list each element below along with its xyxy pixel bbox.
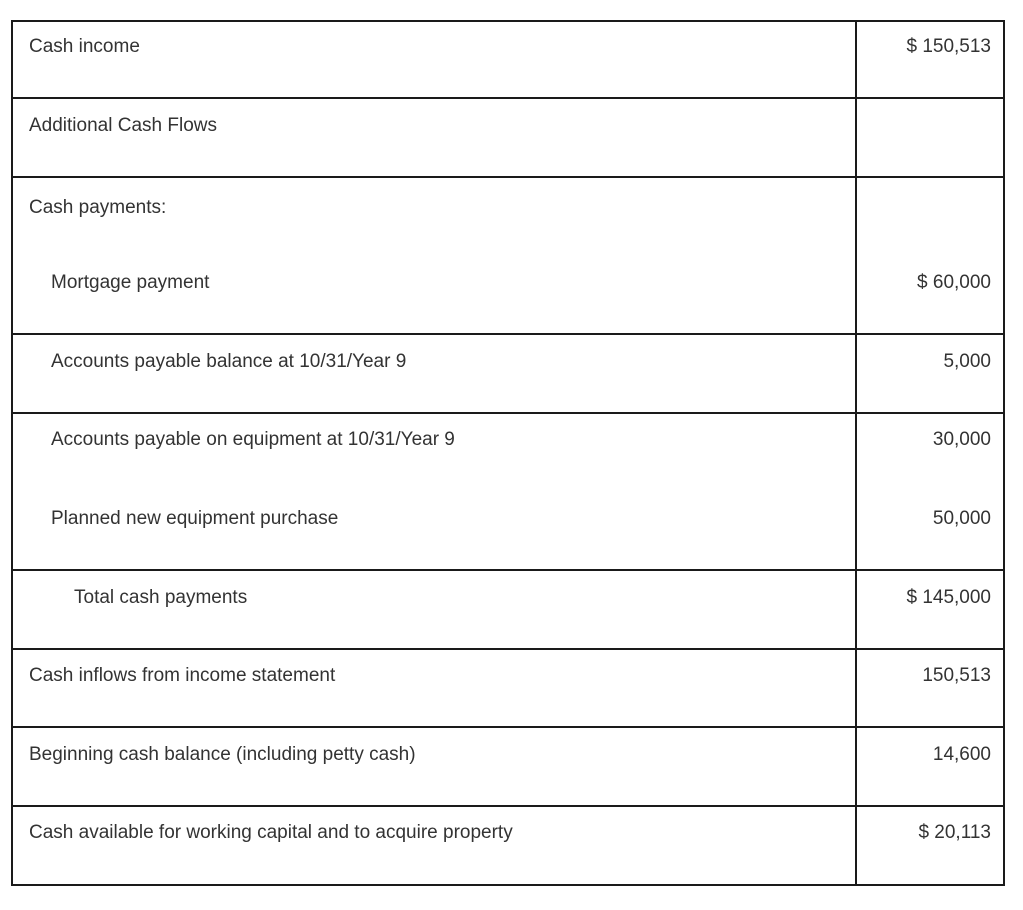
row-value-mortgage-payment: $ 60,000 xyxy=(917,272,991,293)
row-label-cash-inflows: Cash inflows from income statement xyxy=(29,665,336,686)
row-separator xyxy=(11,648,1005,650)
row-separator xyxy=(11,333,1005,335)
table-column-divider xyxy=(855,20,857,886)
row-label-total-cash-payments: Total cash payments xyxy=(74,587,248,608)
row-separator xyxy=(11,805,1005,807)
table-right-border xyxy=(1003,20,1005,886)
row-label-mortgage-payment: Mortgage payment xyxy=(51,272,210,293)
row-value-cash-available: $ 20,113 xyxy=(918,822,991,843)
row-label-accounts-payable-balance: Accounts payable balance at 10/31/Year 9 xyxy=(51,351,407,372)
row-value-planned-equipment-purchase: 50,000 xyxy=(932,508,991,529)
row-label-cash-income: Cash income xyxy=(29,36,140,57)
row-value-cash-income: $ 150,513 xyxy=(906,36,991,57)
row-label-cash-payments: Cash payments: xyxy=(29,197,167,218)
row-label-beginning-cash-balance: Beginning cash balance (including petty cash) xyxy=(29,744,416,765)
row-value-beginning-cash-balance: 14,600 xyxy=(932,744,991,765)
row-label-planned-equipment-purchase: Planned new equipment purchase xyxy=(51,508,339,529)
cash-flow-table xyxy=(11,20,1005,886)
row-separator xyxy=(11,569,1005,571)
table-bottom-border xyxy=(11,884,1005,886)
row-value-accounts-payable-equipment: 30,000 xyxy=(932,429,991,450)
row-value-cash-inflows: 150,513 xyxy=(922,665,991,686)
row-value-accounts-payable-balance: 5,000 xyxy=(943,351,991,372)
row-separator xyxy=(11,97,1005,99)
row-label-accounts-payable-equipment: Accounts payable on equipment at 10/31/Year 9 xyxy=(51,429,455,450)
row-value-total-cash-payments: $ 145,000 xyxy=(906,587,991,608)
table-left-border xyxy=(11,20,13,886)
row-separator xyxy=(11,726,1005,728)
row-label-cash-available: Cash available for working capital and to acquire property xyxy=(29,822,513,843)
row-separator xyxy=(11,176,1005,178)
row-separator xyxy=(11,412,1005,414)
row-label-additional-cash-flows: Additional Cash Flows xyxy=(29,115,217,136)
